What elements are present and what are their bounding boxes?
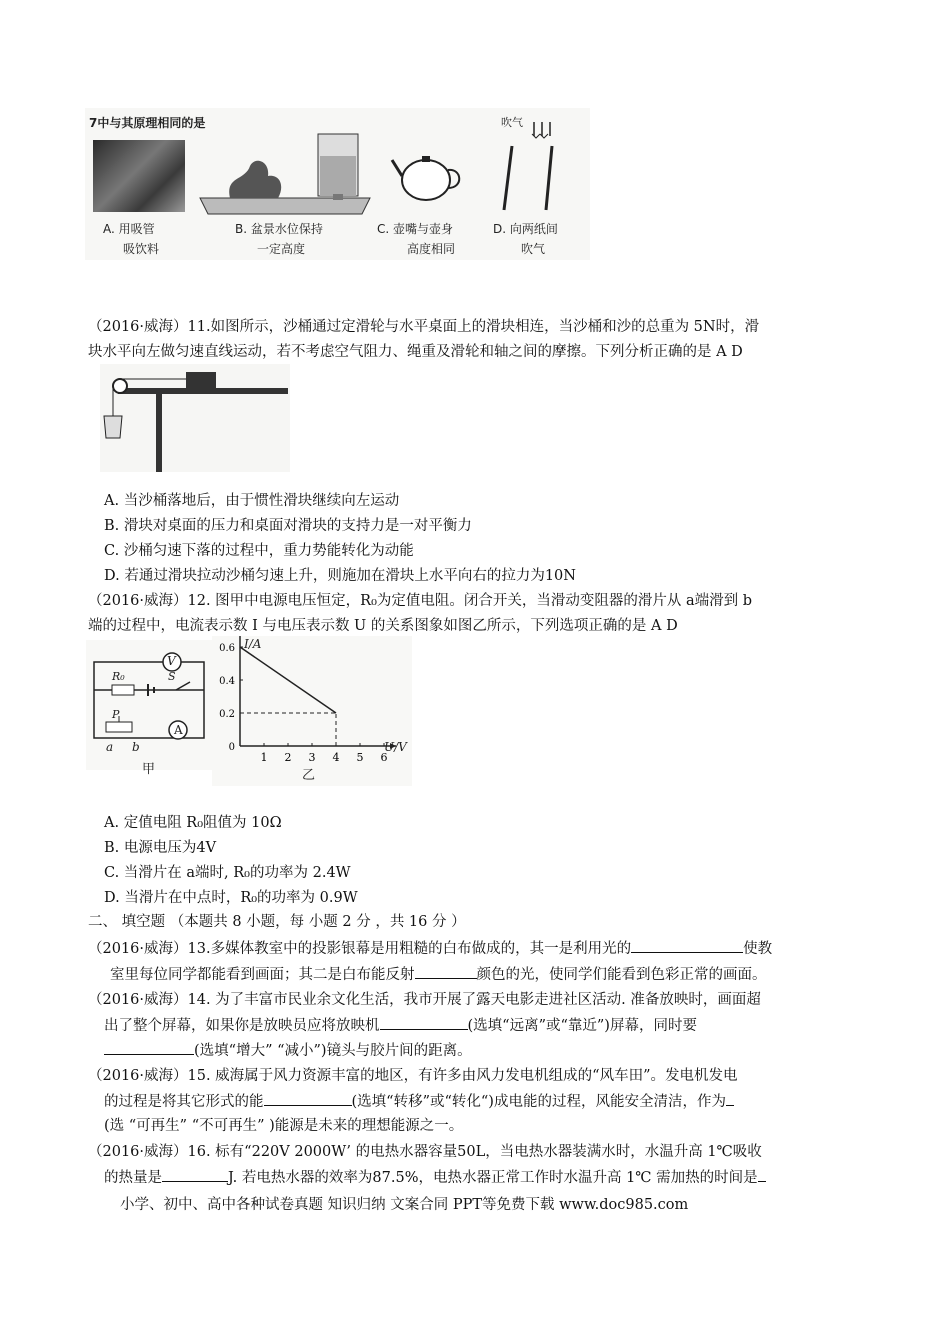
q15-text-2b: (选填“转移”或“转化“)成电能的过程，风能安全清洁，作为 (351, 1094, 726, 1110)
q10-option-d-1: D. 向两纸间 (493, 222, 558, 236)
y-tick-label: 0.4 (219, 676, 235, 687)
q10-option-b-2: 一定高度 (257, 242, 306, 256)
q14-text-2b: (选填“远离”或“靠近”)屏幕，同时要 (467, 1018, 697, 1034)
q14-blank-2[interactable] (104, 1040, 194, 1055)
q13-text-2a: 室里每位同学都能看到画面；其二是白布能反射 (110, 967, 415, 983)
q16-text-2b: J. 若电热水器的效率为87.5%，电热水器正常工作时水温升高 1℃ 需加热的时间是 (228, 1170, 758, 1186)
q15-blank-2[interactable] (726, 1091, 734, 1106)
x-tick-label: 6 (380, 751, 388, 764)
blow-label: 吹气 (501, 116, 523, 129)
page-footer: 小学、初中、高中各种试卷真题 知识归纳 文案合同 PPT等免费下载 www.doc985.com (120, 1197, 689, 1213)
q11-option-c: C. 沙桶匀速下落的过程中，重力势能转化为动能 (104, 543, 414, 559)
q15-blank-1[interactable] (264, 1091, 352, 1106)
circuit-p-label: P (112, 708, 120, 721)
circuit-a-meter-label: A (174, 723, 183, 737)
graph-xlabel: U/V (384, 740, 407, 754)
q16-blank-1[interactable] (162, 1167, 228, 1182)
q11-option-a: A. 当沙桶落地后，由于惯性滑块继续向左运动 (104, 493, 400, 509)
q10-figure (85, 108, 590, 260)
q10-option-c-1: C. 壶嘴与壶身 (377, 222, 454, 236)
q16-text-2a: 的热量是 (104, 1170, 162, 1186)
q14-text-3: (选填“增大” “减小”)镜头与胶片间的距离。 (194, 1043, 472, 1059)
y-tick-label: 0.2 (219, 709, 235, 720)
q12-option-d: D. 当滑片在中点时，R₀的功率为 0.9W (104, 890, 358, 906)
q16-blank-2[interactable] (758, 1167, 766, 1182)
q16-line1: （2016·威海）16. 标有“220V 2000W’ 的电热水器容量50L，当电热水器装满水时，水温升高 1℃吸收 (88, 1144, 762, 1160)
q15-line1: （2016·威海）15. 威海属于风力资源丰富的地区，有许多由风力发电机组成的“风车田”。发电机发电 (88, 1068, 738, 1084)
pulley-figure (100, 364, 290, 472)
q14-line1: （2016·威海）14. 为了丰富市民业余文化生活，我市开展了露天电影走进社区活动. 准备放映时，画面超 (88, 992, 761, 1008)
q15-line3: (选 “可再生” “不可再生” )能源是未来的理想能源之一。 (104, 1118, 464, 1134)
q14-line2 (104, 1015, 697, 1036)
q14-text-2a: 出了整个屏幕，如果你是放映员应将放映机 (104, 1018, 380, 1034)
q13-text-1b: 使教 (743, 941, 773, 957)
teapot-icon (390, 142, 470, 206)
q14-line3 (104, 1040, 472, 1061)
q15-line2 (104, 1091, 734, 1112)
circuit-a-label: a (106, 740, 114, 754)
paper-sheets-icon (490, 118, 560, 218)
q12-option-a: A. 定值电阻 R₀阻值为 10Ω (104, 815, 282, 831)
circuit-caption: 甲 (142, 762, 156, 777)
q12-option-c: C. 当滑片在 a端时, R₀的功率为 2.4W (104, 865, 351, 881)
graph-ylabel: I/A (244, 637, 262, 651)
graph-caption: 乙 (302, 768, 316, 783)
q15-text-2a: 的过程是将其它形式的能 (104, 1094, 264, 1110)
q11-line2: 块水平向左做匀速直线运动，若不考虑空气阻力、绳重及滑轮和轴之间的摩擦。下列分析正确的是 A D (88, 344, 743, 360)
circuit-s-label: S (168, 670, 176, 683)
q13-line1 (88, 938, 772, 959)
q13-text-1a: （2016·威海）13.多媒体教室中的投影银幕是用粗糙的白布做成的，其一是利用光的 (88, 941, 632, 957)
x-tick-label: 5 (356, 751, 364, 764)
circuit-v-label: V (167, 654, 176, 668)
q13-blank-2[interactable] (415, 964, 477, 979)
q10-option-d-2: 吹气 (521, 242, 546, 256)
q16-line2 (104, 1167, 766, 1188)
q10-option-a-2: 吸饮料 (123, 242, 160, 256)
x-tick-label: 4 (332, 751, 340, 764)
bonsai-bottle-icon (190, 126, 380, 218)
q10-option-a-1: A. 用吸管 (103, 222, 155, 236)
q14-blank-1[interactable] (380, 1015, 468, 1030)
q11-option-b: B. 滑块对桌面的压力和桌面对滑块的支持力是一对平衡力 (104, 518, 472, 534)
y-tick-label: 0.6 (219, 643, 235, 654)
section2-heading: 二、 填空题 （本题共 8 小题，每 小题 2 分 ，共 16 分 ） (88, 914, 466, 930)
x-tick-label: 3 (308, 751, 316, 764)
q13-blank-1[interactable] (631, 938, 743, 953)
circuit-r0-label: R₀ (112, 670, 125, 683)
q13-line2 (110, 964, 767, 985)
q12-line2: 端的过程中，电流表示数 I 与电压表示数 U 的关系图象如图乙所示，下列选项正确的是 A D (88, 618, 678, 634)
x-tick-label: 1 (260, 751, 268, 764)
q12-line1: （2016·威海）12. 图甲中电源电压恒定，R₀为定值电阻。闭合开关，当滑动变阻器的滑片从 a端滑到 b (88, 593, 753, 609)
circuit-b-label: b (132, 740, 140, 754)
x-tick-label: 2 (284, 751, 292, 764)
q10-option-c-2: 高度相同 (407, 242, 456, 256)
y-tick-label: 0 (228, 742, 235, 753)
q10-option-b-1: B. 盆景水位保持 (235, 222, 323, 236)
q12-option-b: B. 电源电压为4V (104, 840, 217, 856)
q11-line1: （2016·威海）11.如图所示，沙桶通过定滑轮与水平桌面上的滑块相连，当沙桶和沙的总重为 5N时，滑 (88, 319, 760, 335)
straw-photo (93, 140, 185, 212)
q11-option-d: D. 若通过滑块拉动沙桶匀速上升，则施加在滑块上水平向右的拉力为10N (104, 568, 576, 584)
q13-text-2b: 颜色的光，使同学们能看到色彩正常的画面。 (476, 967, 767, 983)
q10-header: 7中与其原理相同的是 (89, 116, 206, 130)
